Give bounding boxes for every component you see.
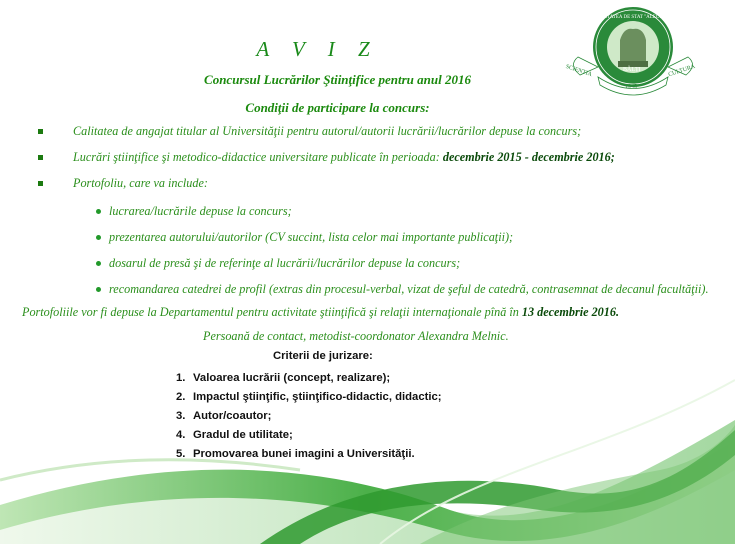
deadline-sentence: Portofoliile vor fi depuse la Departamentul pentru activitate ştiinţifică şi relaţii internaţionale pînă în [22, 305, 522, 319]
criteria-item [176, 372, 390, 384]
bullet-square-icon [38, 181, 43, 186]
bullet-dot-icon [96, 287, 101, 292]
criteria-number: 5. [176, 448, 186, 460]
portfolio-item: prezentarea autorului/autorilor (CV succint, lista celor mai importante publicaţii); [109, 230, 514, 244]
subtitle: Concursul Lucrărilor Ştiinţifice pentru anul 2016 [204, 72, 471, 87]
criteria-item [176, 410, 271, 422]
condition-period: decembrie 2015 - decembrie 2016; [442, 150, 615, 164]
portfolio-item: lucrarea/lucrările depuse la concurs; [109, 204, 292, 218]
portfolio-item: recomandarea catedrei de profil (extras din procesul-verbal, vizat de şeful de catedră, contrasemnat de decanul facultăţii). [109, 282, 709, 296]
bullet-dot-icon [96, 209, 101, 214]
contact-text: Persoană de contact, metodist-coordonator Alexandra Melnic. [203, 329, 509, 343]
logo-cultura: CULTURA [667, 63, 697, 79]
logo-ring-text: UNIVERSITATEA DE STAT "ALECU RUSSO" [583, 15, 683, 20]
bullet-dot-icon [96, 261, 101, 266]
criteria-number: 4. [176, 429, 186, 441]
criteria-item [176, 448, 415, 460]
conditions-heading: Condiţii de participare la concurs: [245, 100, 430, 115]
criteria-text: Impactul ştiinţific, ştiinţifico-didactic, didactic; [193, 391, 442, 403]
criteria-text: Valoarea lucrării (concept, realizare); [193, 372, 391, 384]
criteria-text: Autor/coautor; [193, 410, 272, 422]
condition-item [73, 150, 615, 165]
logo-city: BĂLŢI [623, 67, 641, 73]
bullet-square-icon [38, 155, 43, 160]
criteria-number: 3. [176, 410, 186, 422]
criteria-text: Gradul de utilitate; [193, 429, 293, 441]
condition-item: Calitatea de angajat titular al Universităţii pentru autorul/autorii lucrării/lucrărilor depuse la concurs; [73, 124, 582, 138]
bullet-square-icon [38, 129, 43, 134]
condition-text: Lucrări ştiinţifice şi metodico-didactice universitare publicate în perioada: [73, 150, 443, 164]
logo-scientia: SCIENTIA [564, 63, 593, 79]
deadline-date: 13 decembrie 2016. [521, 305, 620, 319]
criteria-heading: Criterii de jurizare: [273, 350, 373, 362]
criteria-item [176, 391, 442, 403]
criteria-item [176, 429, 293, 441]
portfolio-item: dosarul de presă şi de referinţe al lucrării/lucrărilor depuse la concurs; [109, 256, 461, 270]
criteria-number: 1. [176, 372, 186, 384]
logo-year: 1945 [625, 84, 637, 90]
condition-item: Portofoliu, care va include: [73, 176, 208, 190]
page-title: A V I Z [256, 37, 379, 61]
criteria-text: Promovarea bunei imagini a Universităţii. [193, 448, 415, 460]
criteria-number: 2. [176, 391, 186, 403]
deadline-text [22, 305, 619, 320]
bullet-dot-icon [96, 235, 101, 240]
